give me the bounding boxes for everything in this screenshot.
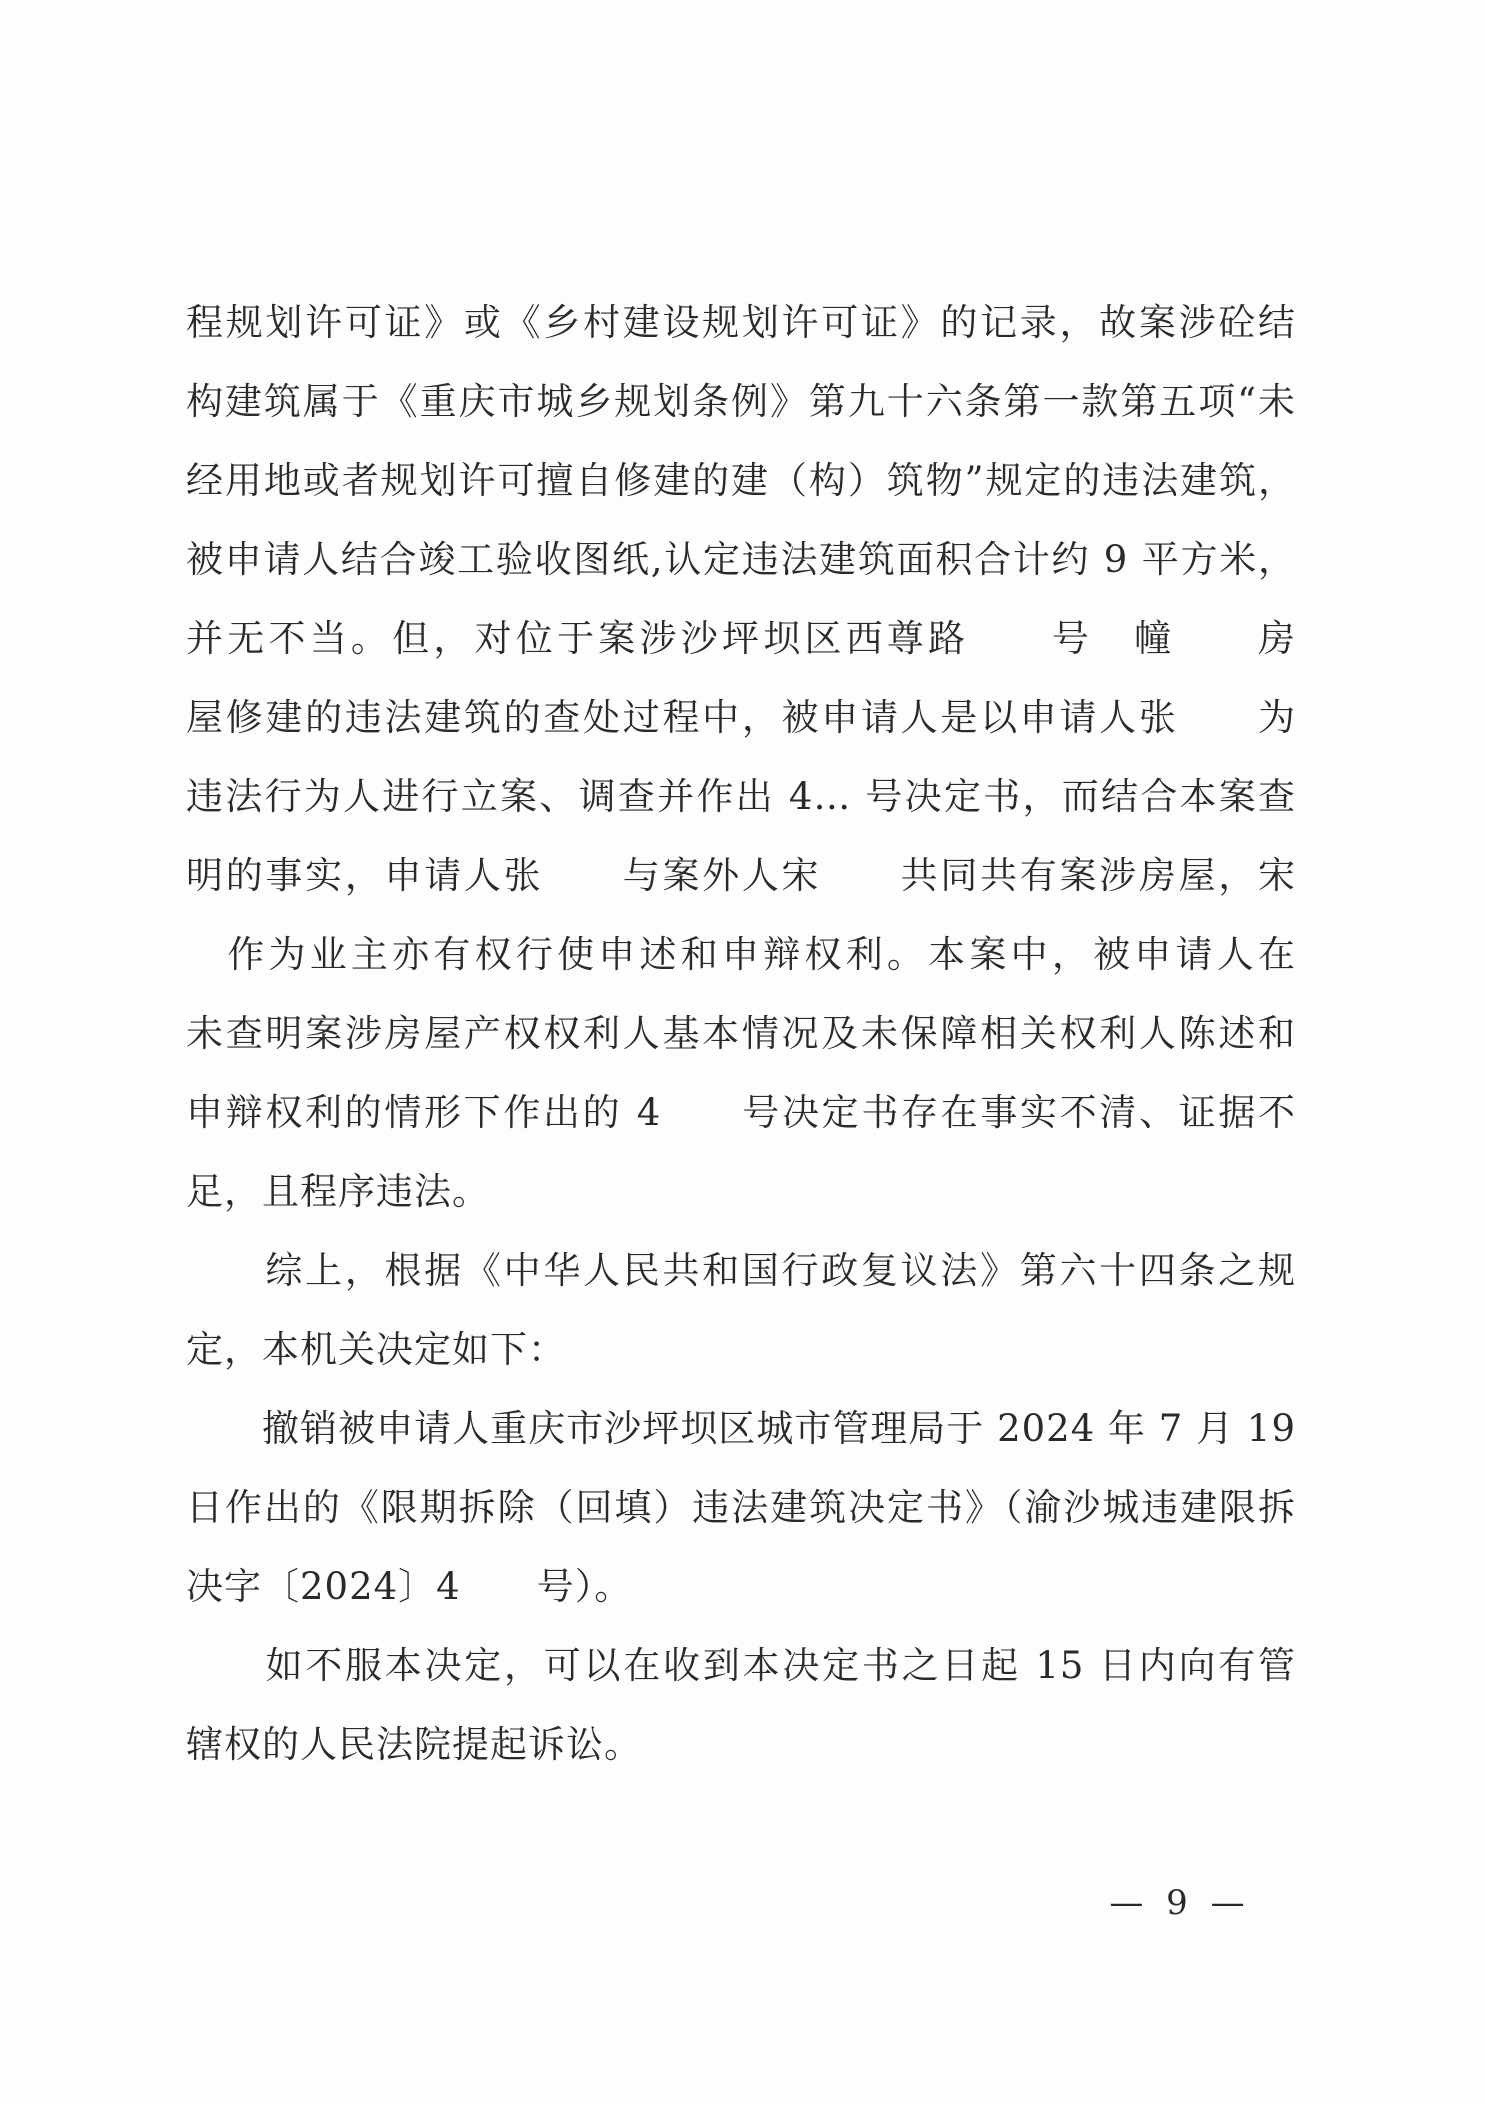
text-line: 综上，根据《中华人民共和国行政复议法》第六十四条之规 [186,1249,1296,1292]
text-line: 申辩权利的情形下作出的 4 号决定书存在事实不清、证据不 [186,1091,1296,1134]
text-line: 并无不当。但，对位于案涉沙坪坝区西尊路 号 幢 房 [186,617,1296,660]
text-line: 经用地或者规划许可擅自修建的建（构）筑物”规定的违法建筑， [186,459,1296,502]
text-line: 程规划许可证》或《乡村建设规划许可证》的记录，故案涉砼结 [186,301,1296,344]
text-line: 辖权的人民法院提起诉讼。 [186,1723,642,1766]
text-line: 违法行为人进行立案、调查并作出 4… 号决定书，而结合本案查 [186,775,1296,818]
text-line: 屋修建的违法建筑的查处过程中，被申请人是以申请人张 为 [186,696,1296,739]
text-line: 构建筑属于《重庆市城乡规划条例》第九十六条第一款第五项“未 [186,380,1296,423]
text-line: 日作出的《限期拆除（回填）违法建筑决定书》（渝沙城违建限拆 [186,1486,1296,1529]
text-line: 作为业主亦有权行使申述和申辩权利。本案中，被申请人在 [186,933,1296,976]
text-line: 决字〔2024〕4 号）。 [186,1565,633,1608]
text-line: 未查明案涉房屋产权权利人基本情况及未保障相关权利人陈述和 [186,1012,1296,1055]
document-body [186,283,1296,1784]
text-line: 足，且程序违法。 [186,1170,490,1213]
text-line: 明的事实，申请人张 与案外人宋 共同共有案涉房屋，宋 [186,854,1296,897]
text-line: 撤销被申请人重庆市沙坪坝区城市管理局于 2024 年 7 月 19 [186,1407,1296,1450]
text-line: 被申请人结合竣工验收图纸,认定违法建筑面积合计约 9 平方米， [186,538,1296,581]
text-line: 定，本机关决定如下： [186,1328,566,1371]
text-line: 如不服本决定，可以在收到本决定书之日起 15 日内向有管 [186,1644,1296,1687]
page-number: — 9 — [1109,1883,1251,1923]
